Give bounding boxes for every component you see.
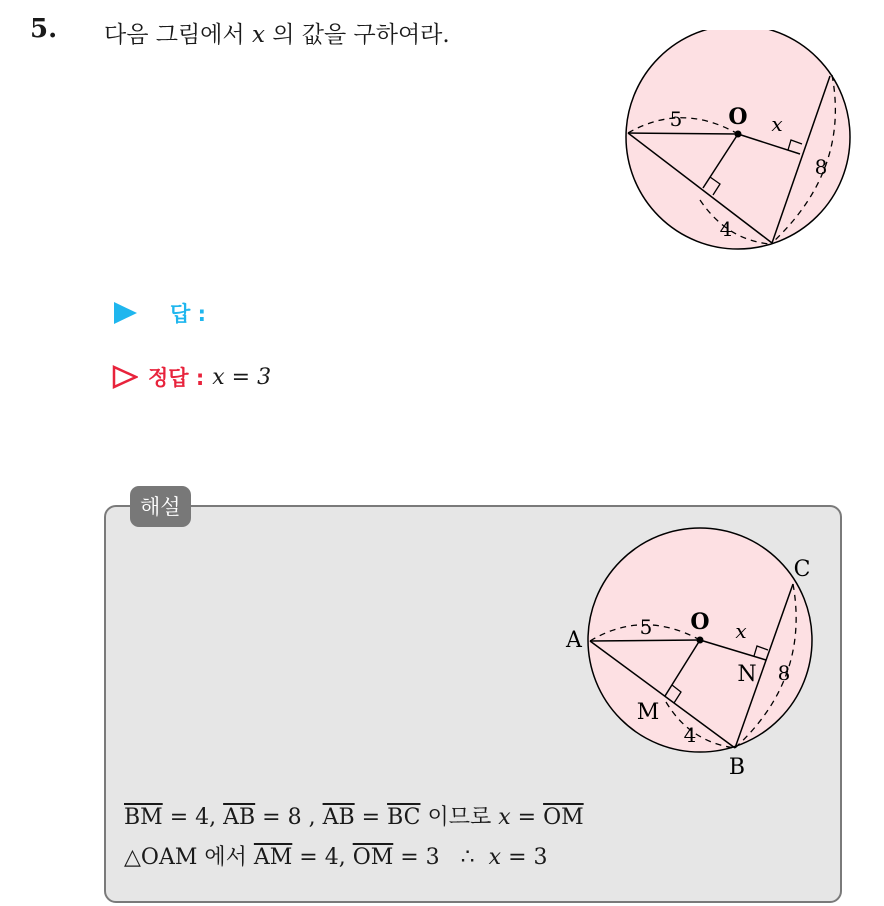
- eq-sign-2: =: [510, 805, 544, 830]
- problem-text-before: 다음 그림에서: [104, 22, 252, 48]
- label-center: O: [728, 104, 748, 130]
- solution-radius-ao: [590, 640, 700, 641]
- text-therefore-korean: 이므로: [420, 805, 499, 830]
- answer-row: [112, 298, 206, 328]
- outline-triangle-icon: [112, 365, 138, 389]
- problem-text: [104, 16, 450, 49]
- eq-sign: =: [354, 805, 388, 830]
- problem-variable: x: [251, 22, 265, 48]
- label-m: M: [636, 700, 660, 725]
- correct-answer-label: 정답 :: [148, 366, 205, 390]
- filled-triangle-icon: [112, 301, 138, 325]
- label-a: A: [566, 628, 582, 653]
- solution-tab: 해설: [130, 486, 191, 527]
- problem-number: 5.: [30, 14, 58, 44]
- solution-line-2: [124, 840, 548, 871]
- variable-x: x: [498, 805, 511, 830]
- radius-ao: [628, 133, 738, 134]
- triangle-oam-text: △OAM 에서: [124, 845, 254, 870]
- segment-am: $\overline{AM}$: [253, 845, 293, 870]
- label-eight: 8: [814, 155, 828, 179]
- correct-answer-value: x = 3: [212, 364, 272, 390]
- eq-three: = 3: [393, 845, 440, 870]
- segment-bc: $\overline{BC}$: [387, 805, 421, 830]
- eq-three-end: = 3: [501, 845, 548, 870]
- label-five: 5: [669, 107, 683, 131]
- eq-eight: = 8 ,: [255, 805, 323, 830]
- therefore-symbol: ∴: [439, 845, 489, 870]
- segment-bm: $\overline{BM}$: [124, 805, 163, 830]
- solution-label-four: 4: [683, 723, 697, 747]
- solution-line-1: [124, 800, 584, 831]
- correct-answer-row: [112, 362, 271, 392]
- segment-om-2: $\overline{OM}$: [352, 845, 394, 870]
- label-o: O: [690, 609, 710, 635]
- answer-label: 답 :: [170, 302, 206, 326]
- label-x: x: [771, 112, 783, 136]
- label-n: N: [737, 662, 757, 687]
- segment-om: $\overline{OM}$: [543, 805, 584, 830]
- eq-four-2: = 4,: [292, 845, 353, 870]
- center-point: [735, 131, 742, 138]
- label-four: 4: [719, 217, 733, 241]
- solution-label-five: 5: [639, 615, 653, 639]
- solution-label-eight: 8: [777, 661, 791, 685]
- solution-center-point: [697, 637, 704, 644]
- label-b: B: [728, 755, 746, 780]
- problem-text-after: 의 값을 구하여라.: [264, 22, 450, 48]
- segment-ab-2: $\overline{AB}$: [322, 805, 355, 830]
- variable-x-2: x: [488, 845, 502, 870]
- solution-figure: [548, 514, 828, 784]
- eq-four: = 4,: [162, 805, 224, 830]
- problem-figure: [612, 30, 857, 260]
- label-c: C: [793, 557, 811, 582]
- segment-ab: $\overline{AB}$: [223, 805, 256, 830]
- solution-label-x: x: [735, 619, 747, 643]
